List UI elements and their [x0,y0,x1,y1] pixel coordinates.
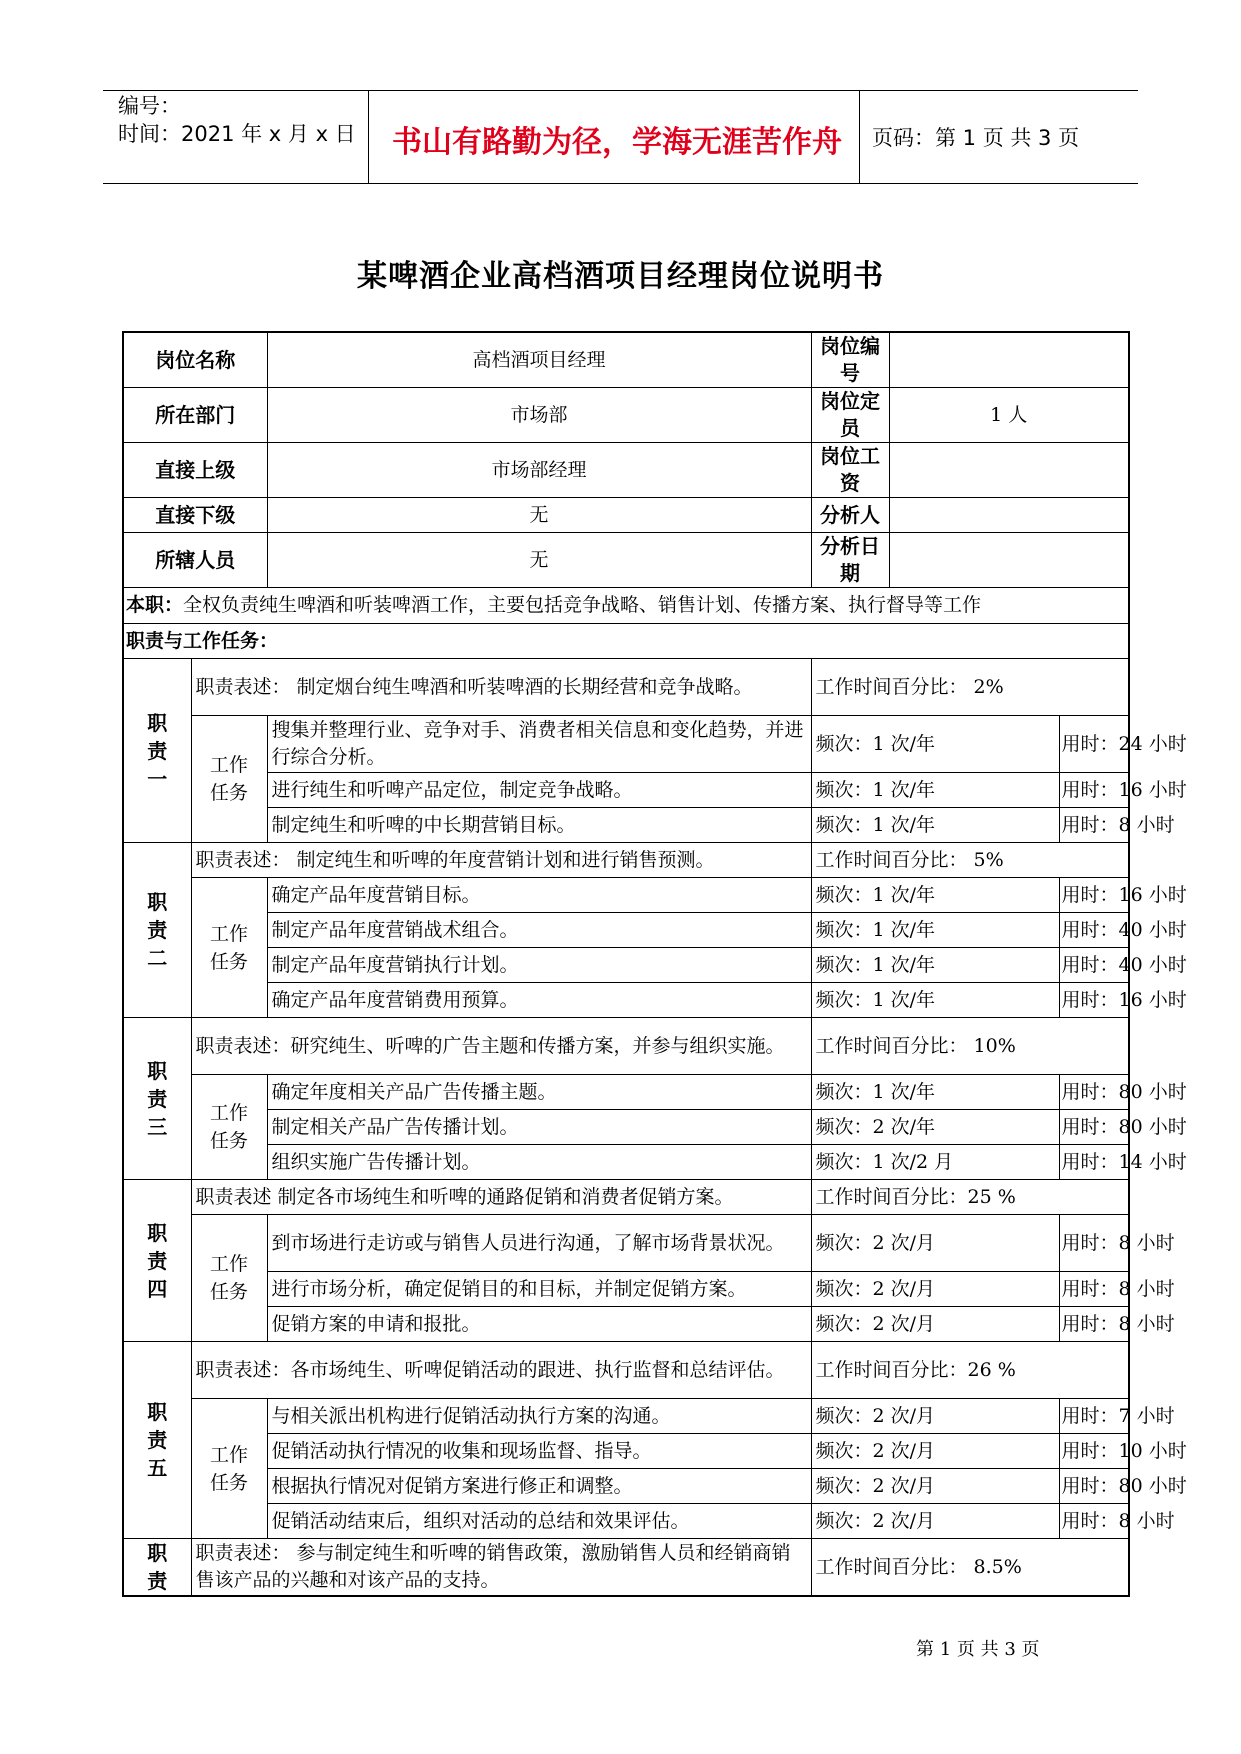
work-task-label-line: 工作 [209,922,248,945]
task-frequency: 频次：2 次/月 [811,1504,1059,1539]
core-duty-text: 全权负责纯生啤酒和听装啤酒工作，主要包括竞争战略、销售计划、传播方案、执行督导等工作 [183,594,982,616]
task-frequency: 频次：2 次/月 [811,1272,1059,1307]
table-row [123,388,1129,443]
task-time: 用时：14 小时 [1059,1145,1129,1180]
task-text: 根据执行情况对促销方案进行修正和调整。 [267,1469,811,1504]
task-frequency: 频次：1 次/年 [811,983,1059,1018]
info-label: 所在部门 [123,388,267,443]
header-top-rule [103,90,1138,91]
header-divider-left [368,90,369,183]
duty-label-char: 四 [147,1276,168,1301]
task-text: 促销方案的申请和报批。 [267,1307,811,1342]
task-time: 用时：16 小时 [1059,773,1129,808]
task-frequency: 频次：1 次/年 [811,773,1059,808]
info-label: 分析人 [811,498,889,533]
duty-label-char: 责 [147,1569,168,1593]
task-frequency: 频次：2 次/年 [811,1110,1059,1145]
work-task-label [191,716,267,843]
duty-label-char: 职 [147,1541,168,1565]
info-label: 岗位定员 [811,388,889,443]
task-time: 用时：16 小时 [1059,878,1129,913]
table-row [123,1075,1129,1110]
task-time: 用时：8 小时 [1059,1504,1129,1539]
task-time: 用时：8 小时 [1059,1272,1129,1307]
table-row [123,843,1129,878]
info-value: 市场部经理 [267,443,811,498]
task-frequency: 频次：2 次/月 [811,1307,1059,1342]
duty-label-char: 一 [147,766,168,791]
info-label: 分析日期 [811,533,889,588]
work-task-label [191,878,267,1018]
task-text: 到市场进行走访或与销售人员进行沟通，了解市场背景状况。 [267,1215,811,1272]
info-value: 无 [267,533,811,588]
task-frequency: 频次：1 次/年 [811,808,1059,843]
page-footer: 第 1 页 共 3 页 [916,1639,1040,1660]
table-row [123,878,1129,913]
header-bottom-rule [103,183,1138,184]
table-row [123,1307,1129,1342]
table-row [123,948,1129,983]
duty-description: 职责表述：研究纯生、听啤的广告主题和传播方案，并参与组织实施。 [191,1018,811,1075]
task-frequency: 频次：1 次/年 [811,716,1059,773]
core-duty-label: 本职： [126,594,184,616]
task-time: 用时：40 小时 [1059,913,1129,948]
task-text: 确定产品年度营销目标。 [267,878,811,913]
header-motto: 书山有路勤为径，学海无涯苦作舟 [392,125,842,160]
duty-label-char: 责 [147,1086,168,1111]
task-time: 用时：40 小时 [1059,948,1129,983]
table-row [123,1469,1129,1504]
info-value: 高档酒项目经理 [267,332,811,388]
work-task-label-line: 任务 [209,1471,248,1494]
task-text: 制定相关产品广告传播计划。 [267,1110,811,1145]
duty-label-char: 责 [147,918,168,942]
info-value [889,332,1129,388]
task-frequency: 频次：1 次/年 [811,913,1059,948]
info-value: 1 人 [889,388,1129,443]
duty-description: 职责表述： 制定纯生和听啤的年度营销计划和进行销售预测。 [191,843,811,878]
duty-label-char: 责 [147,738,168,763]
section-title: 职责与工作任务： [123,624,1129,659]
duty-label-char: 职 [147,890,168,914]
task-time: 用时：80 小时 [1059,1110,1129,1145]
work-task-label-line: 任务 [209,782,248,804]
info-label: 岗位名称 [123,332,267,388]
task-frequency: 频次：1 次/2 月 [811,1145,1059,1180]
duty-time-percent: 工作时间百分比： 2% [811,659,1129,716]
duty-label-char: 职 [147,1058,168,1083]
info-value [889,443,1129,498]
task-text: 进行纯生和听啤产品定位，制定竞争战略。 [267,773,811,808]
table-row [123,1272,1129,1307]
table-row [123,1342,1129,1399]
table-row [123,1399,1129,1434]
table-row [123,1145,1129,1180]
task-text: 组织实施广告传播计划。 [267,1145,811,1180]
table-row [123,716,1129,773]
task-frequency: 频次：1 次/年 [811,878,1059,913]
duty-time-percent: 工作时间百分比： 5% [811,843,1129,878]
task-time: 用时：80 小时 [1059,1075,1129,1110]
task-time: 用时：7 小时 [1059,1399,1129,1434]
task-text: 促销活动结束后，组织对活动的总结和效果评估。 [267,1504,811,1539]
table-row [123,533,1129,588]
info-label: 直接上级 [123,443,267,498]
duty-description: 职责表述 制定各市场纯生和听啤的通路促销和消费者促销方案。 [191,1180,811,1215]
table-row [123,1539,1129,1597]
task-text: 确定产品年度营销费用预算。 [267,983,811,1018]
duty-time-percent: 工作时间百分比： 10% [811,1018,1129,1075]
duty-label [123,1018,191,1180]
job-table-body [123,332,1187,1596]
core-duty-cell [123,588,1129,624]
job-description-table [122,331,1187,1597]
info-label: 直接下级 [123,498,267,533]
duty-label [123,1539,191,1597]
info-label: 岗位工资 [811,443,889,498]
duty-label-char: 责 [147,1428,168,1452]
task-frequency: 频次：1 次/年 [811,948,1059,983]
duty-label-char: 二 [147,946,168,970]
duty-label-char: 职 [147,1220,168,1245]
duty-label-char: 职 [147,710,168,735]
duty-label [123,843,191,1018]
task-time: 用时：24 小时 [1059,716,1129,773]
duty-time-percent: 工作时间百分比：26 % [811,1342,1129,1399]
table-row [123,1215,1129,1272]
task-time: 用时：8 小时 [1059,1215,1129,1272]
duty-label-char: 责 [147,1248,168,1273]
task-text: 搜集并整理行业、竞争对手、消费者相关信息和变化趋势，并进行综合分析。 [267,716,811,773]
duty-label-char: 五 [147,1456,168,1480]
duty-label [123,659,191,843]
doc-time-label: 时间：2021 年 x 月 x 日 [118,122,356,146]
task-text: 制定产品年度营销执行计划。 [267,948,811,983]
table-row [123,588,1129,624]
task-text: 制定产品年度营销战术组合。 [267,913,811,948]
table-row [123,773,1129,808]
info-value [889,533,1129,588]
duty-label-char: 职 [147,1400,168,1424]
duty-label [123,1180,191,1342]
table-row [123,659,1129,716]
duty-label-char: 三 [147,1114,168,1139]
table-row [123,443,1129,498]
table-row [123,1180,1129,1215]
page-number-label: 页码：第 1 页 共 3 页 [872,126,1080,150]
duty-time-percent: 工作时间百分比： 8.5% [811,1539,1129,1597]
task-text: 制定纯生和听啤的中长期营销目标。 [267,808,811,843]
task-text: 促销活动执行情况的收集和现场监督、指导。 [267,1434,811,1469]
table-row [123,498,1129,533]
work-task-label [191,1215,267,1342]
table-row [123,1110,1129,1145]
info-value [889,498,1129,533]
duty-description: 职责表述： 制定烟台纯生啤酒和听装啤酒的长期经营和竞争战略。 [191,659,811,716]
work-task-label-line: 工作 [209,754,248,776]
duty-description: 职责表述：各市场纯生、听啤促销活动的跟进、执行监督和总结评估。 [191,1342,811,1399]
duty-time-percent: 工作时间百分比：25 % [811,1180,1129,1215]
table-row [123,913,1129,948]
doc-code-label: 编号： [118,94,181,118]
work-task-label-line: 工作 [209,1253,248,1275]
work-task-label-line: 任务 [209,950,248,973]
task-text: 确定年度相关产品广告传播主题。 [267,1075,811,1110]
table-row [123,1018,1129,1075]
task-text: 与相关派出机构进行促销活动执行方案的沟通。 [267,1399,811,1434]
task-time: 用时：8 小时 [1059,1307,1129,1342]
work-task-label-line: 任务 [209,1281,248,1303]
work-task-label [191,1399,267,1539]
work-task-label [191,1075,267,1180]
work-task-label-line: 工作 [209,1443,248,1466]
page-title: 某啤酒企业高档酒项目经理岗位说明书 [357,259,884,294]
table-row [123,1504,1129,1539]
table-row [123,808,1129,843]
info-value: 无 [267,498,811,533]
task-frequency: 频次：2 次/月 [811,1399,1059,1434]
work-task-label-line: 工作 [209,1102,248,1124]
info-label: 所辖人员 [123,533,267,588]
task-frequency: 频次：2 次/月 [811,1469,1059,1504]
duty-description: 职责表述： 参与制定纯生和听啤的销售政策，激励销售人员和经销商销售该产品的兴趣和对该产品的支持。 [191,1539,811,1597]
info-value: 市场部 [267,388,811,443]
table-row [123,624,1129,659]
task-time: 用时：10 小时 [1059,1434,1129,1469]
task-frequency: 频次：2 次/月 [811,1434,1059,1469]
task-frequency: 频次：1 次/年 [811,1075,1059,1110]
task-time: 用时：16 小时 [1059,983,1129,1018]
table-row [123,983,1129,1018]
task-time: 用时：8 小时 [1059,808,1129,843]
info-label: 岗位编号 [811,332,889,388]
task-time: 用时：80 小时 [1059,1469,1129,1504]
table-row [123,332,1129,388]
duty-label [123,1342,191,1539]
task-frequency: 频次：2 次/月 [811,1215,1059,1272]
work-task-label-line: 任务 [209,1130,248,1152]
table-row [123,1434,1129,1469]
task-text: 进行市场分析，确定促销目的和目标，并制定促销方案。 [267,1272,811,1307]
